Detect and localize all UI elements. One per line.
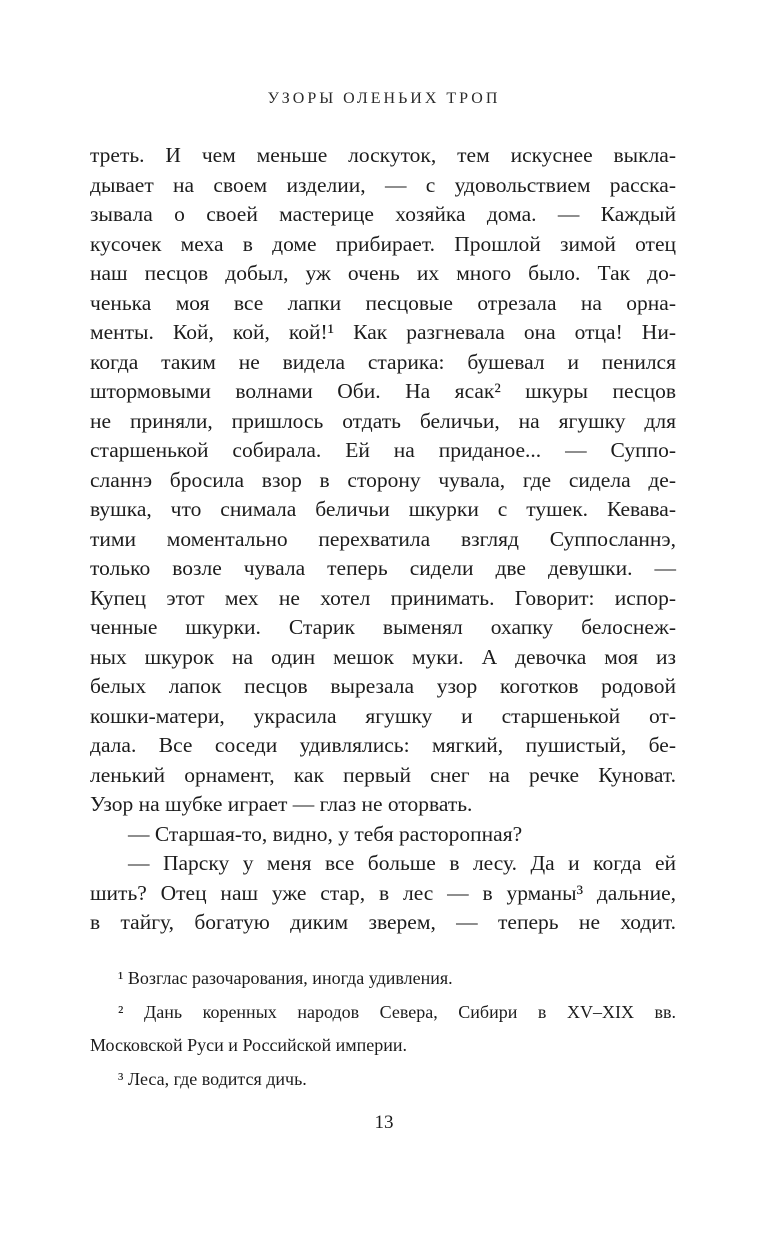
- text-line: в тайгу, богатую диким зверем, — теперь не ходит.: [90, 910, 676, 934]
- footnote-3: [90, 1063, 676, 1097]
- text-line: ных шкурок на один мешок муки. А девочка моя из: [90, 644, 676, 669]
- paragraph: [90, 141, 676, 820]
- text-line: старшенькой собирала. Ей на приданое... — Суппо-: [90, 438, 676, 462]
- text-line: — Парску у меня все больше в лесу. Да и когда ей: [128, 851, 676, 875]
- text-line: ченька моя все лапки песцовые отрезала на орна-: [90, 290, 676, 315]
- text-line: когда таким не видела старика: бушевал и пенился: [90, 349, 676, 374]
- footnote-2: [90, 996, 676, 1063]
- text-line: Купец этот мех не хотел принимать. Говорит: испор-: [90, 585, 676, 610]
- text-line: дала. Все соседи удивлялись: мягкий, пушистый, бе-: [90, 733, 676, 757]
- footnote-line: ² Дань коренных народов Севера, Сибири в XV–XIX вв.: [118, 1001, 676, 1022]
- text-line: менты. Кой, кой, кой!¹ Как разгневала она отца! Ни-: [90, 320, 676, 344]
- text-line: не приняли, пришлось отдать беличьи, на ягушку для: [90, 408, 676, 433]
- footnote-line: Московской Руси и Российской империи.: [90, 1035, 408, 1055]
- text-line: только возле чувала теперь сидели две девушки. —: [90, 556, 676, 580]
- body-text: [90, 141, 676, 938]
- footnote-1: [90, 962, 676, 996]
- text-line: дывает на своем изделии, — с удовольствием расска-: [90, 172, 676, 197]
- running-head: УЗОРЫ ОЛЕНЬИХ ТРОП: [267, 90, 501, 107]
- text-line: ченные шкурки. Старик выменял охапку белоснеж-: [90, 615, 676, 639]
- footnote-line: ¹ Возглас разочарования, иногда удивления.: [118, 968, 453, 988]
- text-line: зывала о своей мастерице хозяйка дома. — Каждый: [90, 202, 676, 226]
- footnotes: [90, 962, 676, 1096]
- footnote-line: ³ Леса, где водится дичь.: [118, 1068, 307, 1089]
- text-line: белых лапок песцов вырезала узор коготков родовой: [90, 674, 676, 698]
- page-number: 13: [374, 1112, 394, 1133]
- text-line: кусочек меха в доме прибирает. Прошлой зимой отец: [90, 231, 676, 256]
- text-line: Узор на шубке играет — глаз не оторвать.: [90, 792, 473, 816]
- text-line: — Старшая-то, видно, у тебя расторопная?: [128, 821, 523, 846]
- paragraph-dialogue: [90, 820, 676, 850]
- text-line: вушка, что снимала беличьи шкурки с тушек. Кевава-: [90, 497, 676, 521]
- text-line: наш песцов добыл, уж очень их много было. Так до-: [90, 261, 676, 285]
- text-line: кошки-матери, украсила ягушку и старшенькой от-: [90, 703, 676, 728]
- text-line: ленький орнамент, как первый снег на речке Куноват.: [90, 762, 676, 787]
- text-line: треть. И чем меньше лоскуток, тем искуснее выкла-: [90, 143, 676, 167]
- text-line: тими моментально перехватила взгляд Суппосланнэ,: [90, 526, 676, 551]
- paragraph-dialogue: [90, 849, 676, 938]
- text-line: шить? Отец наш уже стар, в лес — в урманы³ дальние,: [90, 880, 676, 905]
- text-line: сланнэ бросила взор в сторону чувала, где сидела де-: [90, 467, 676, 492]
- text-line: штормовыми волнами Оби. На ясак² шкуры песцов: [90, 379, 676, 403]
